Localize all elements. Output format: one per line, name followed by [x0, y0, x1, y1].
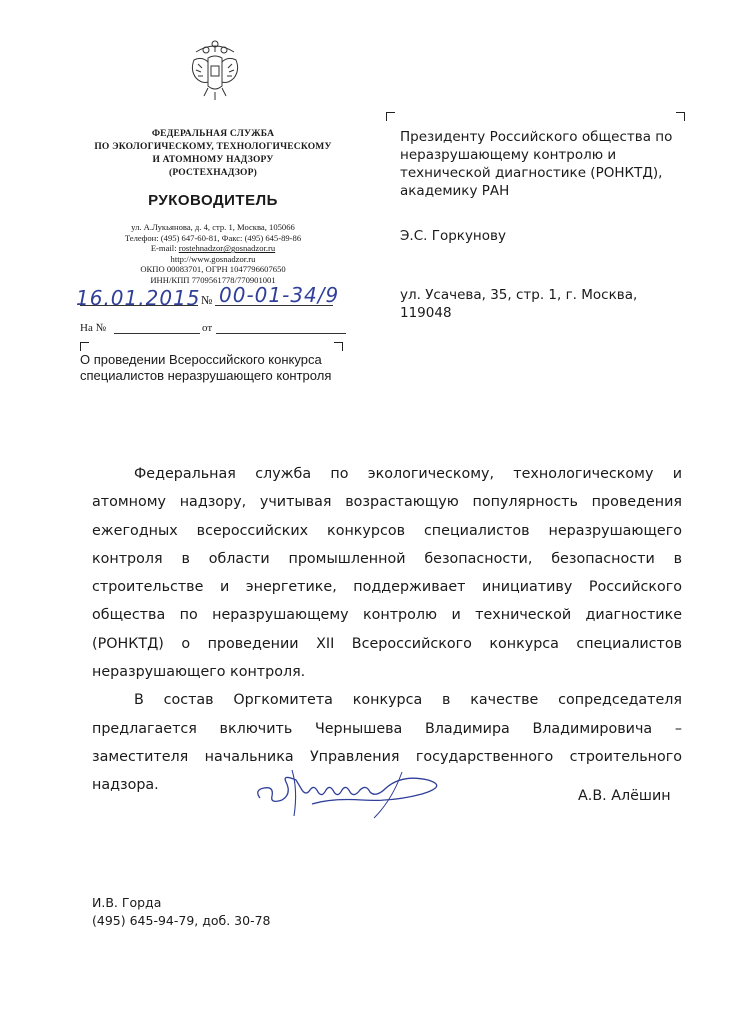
ref-from-label: от: [202, 322, 213, 334]
addressee-title: Президенту Российского общества по неразрушающему контролю и технической диагностике (РОНКТД), академику РАН: [400, 129, 673, 199]
org-name-line: (РОСТЕХНАДЗОР): [168, 168, 257, 178]
addressee-name: Э.С. Горкунову: [400, 228, 506, 244]
sender-email-row: [60, 243, 366, 254]
org-name-line: И АТОМНОМУ НАДЗОРУ: [152, 155, 274, 165]
registration-number: 00-01-34/9: [219, 283, 340, 307]
org-name-line: ПО ЭКОЛОГИЧЕСКОМУ, ТЕХНОЛОГИЧЕСКОМУ: [94, 142, 332, 152]
coat-of-arms-icon: [186, 38, 244, 102]
org-name-line: ФЕДЕРАЛЬНАЯ СЛУЖБА: [151, 129, 275, 139]
letter-subject: О проведении Всероссийского конкурса специалистов неразрушающего контроля: [80, 352, 332, 383]
body-paragraph: Федеральная служба по экологическому, технологическому и атомному надзору, учитывая возрастающую популярность проведения ежегодных всероссийских конкурсов специалистов неразрушающего контроля в области промышленной безопасности, безопасности в строительстве и энергетике, поддерживает инициативу Российского общества по неразрушающему контролю и технической диагностике (РОНКТД) о проведении XII Всероссийского конкурса специалистов неразрушающего контроля.: [92, 466, 682, 681]
email-label: E-mail:: [150, 243, 179, 254]
date-underline: [80, 305, 198, 306]
sender-inn-kpp: ИНН/КПП 7709561778/770901001: [150, 274, 276, 285]
sender-okpo-ogrn: ОКПО 00083701, ОГРН 1047796607650: [140, 264, 286, 275]
signer-name: А.В. Алёшин: [578, 788, 671, 804]
addressee-address: ул. Усачева, 35, стр. 1, г. Москва, 119048: [400, 287, 638, 321]
number-underline: [215, 305, 333, 306]
sender-website[interactable]: http://www.gosnadzor.ru: [170, 253, 256, 264]
sender-address: ул. А.Лукьянова, д. 4, стр. 1, Москва, 105066: [131, 222, 295, 232]
ref-from-blank: [216, 333, 346, 334]
addressee-corner-right: [676, 112, 685, 121]
body-paragraph: В состав Оргкомитета конкурса в качестве сопредседателя предлагается включить Чернышева Владимира Владимировича – заместителя начальника Управления государственного строительного надзора.: [92, 692, 682, 794]
addressee-corner-left: [386, 112, 395, 121]
ref-number-blank: [114, 333, 200, 334]
executor-phone: (495) 645-94-79, доб. 30-78: [92, 913, 271, 928]
handwritten-signature: [252, 760, 452, 820]
sender-contacts: [60, 222, 366, 286]
executor-info: [92, 894, 271, 930]
subject-corner-left: [80, 342, 89, 351]
subject-corner-right: [334, 342, 343, 351]
sender-position: РУКОВОДИТЕЛЬ: [148, 192, 278, 209]
sender-organization: [60, 128, 366, 180]
sender-email-link[interactable]: rostehnadzor@gosnadzor.ru: [178, 243, 276, 254]
registration-number-label: №: [201, 293, 213, 307]
registration-date: 16.01.2015: [76, 286, 201, 310]
executor-name: И.В. Горда: [92, 895, 162, 910]
sender-phone-fax: Телефон: (495) 647-60-81, Факс: (495) 645-89-86: [124, 232, 302, 243]
ref-number-label: На №: [80, 322, 107, 334]
letter-body: [92, 460, 682, 800]
